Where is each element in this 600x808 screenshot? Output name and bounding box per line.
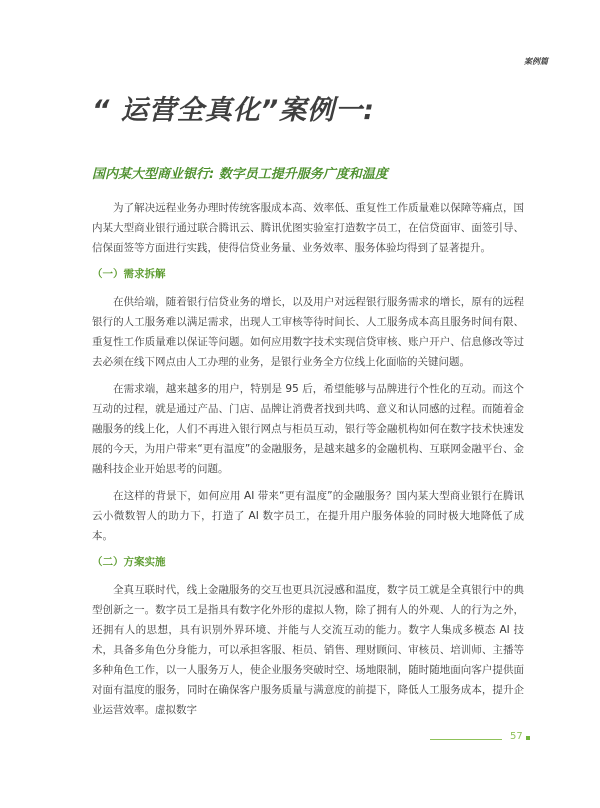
body-paragraph: 在这样的背景下，如何应用 AI 带来“更有温度”的金融服务？国内某大型商业银行在腾讯云小微数智人的助力下，打造了 AI 数字员工，在提升用户服务体验的同时极大地降低了成本。 (92, 490, 524, 542)
section-heading-implementation: （二）方案实施 (92, 556, 166, 568)
body-paragraph: 在供给端，随着银行信贷业务的增长，以及用户对远程银行服务需求的增长，原有的远程银行的人工服务难以满足需求，出现人工审核等待时间长、人工服务成本高且服务时间有限、重复性工作质量难以保证等问题。如何应用数字技术实现信贷审核、账户开户、信息修改等过去必须在线下网点由人工办理的业务，是银行业务全方位线上化面临的关键问题。 (92, 296, 524, 368)
page-number: 57 (510, 731, 523, 742)
body-paragraph: 在需求端，越来越多的用户，特别是 95 后，希望能够与品牌进行个性化的互动。而这个互动的过程，就是通过产品、门店、品牌让消费者找到共鸣、意义和认同感的过程。而随着金融服务的线上化，人们不再进入银行网点与柜员互动，银行等金融机构如何在数字技术快速发展的今天，为用户带来“更有温度”的金融服务，是越来越多的金融机构、互联网金融平台、金融科技企业开始思考的问题。 (92, 383, 524, 475)
intro-paragraph: 为了解决远程业务办理时传统客服成本高、效率低、重复性工作质量难以保障等痛点，国内某大型商业银行通过联合腾讯云、腾讯优图实验室打造数字员工，在信贷面审、面签引导、信保面签等方面进行实践，使得信贷业务量、业务效率、服务体验均得到了显著提升。 (92, 202, 524, 254)
page-title: “ 运营全真化”案例一: (92, 95, 375, 126)
section-tag: 案例篇 (524, 57, 548, 66)
footer-divider (430, 739, 502, 740)
body-content (92, 198, 524, 727)
section-heading-requirements: （一）需求拆解 (92, 268, 166, 280)
case-subtitle: 国内某大型商业银行: 数字员工提升服务广度和温度 (92, 167, 388, 182)
page-marker-square (526, 736, 530, 740)
body-paragraph: 全真互联时代，线上金融服务的交互也更具沉浸感和温度，数字员工就是全真银行中的典型创新之一。数字员工是指具有数字化外形的虚拟人物，除了拥有人的外观、人的行为之外，还拥有人的思想，具有识别外界环境、并能与人交流互动的能力。数字人集成多模态 AI 技术，具备多角色分身能力，可以承担客服、柜员、销售、理财顾问、审核员、培训师、主播等多种角色工作，以一人服务万人，使企业服务突破时空、场地限制，随时随地面向客户提供面对面有温度的服务，同时在确保客户服务质量与满意度的前提下，降低人工服务成本，提升企业运营效率。虚拟数字 (92, 584, 524, 716)
